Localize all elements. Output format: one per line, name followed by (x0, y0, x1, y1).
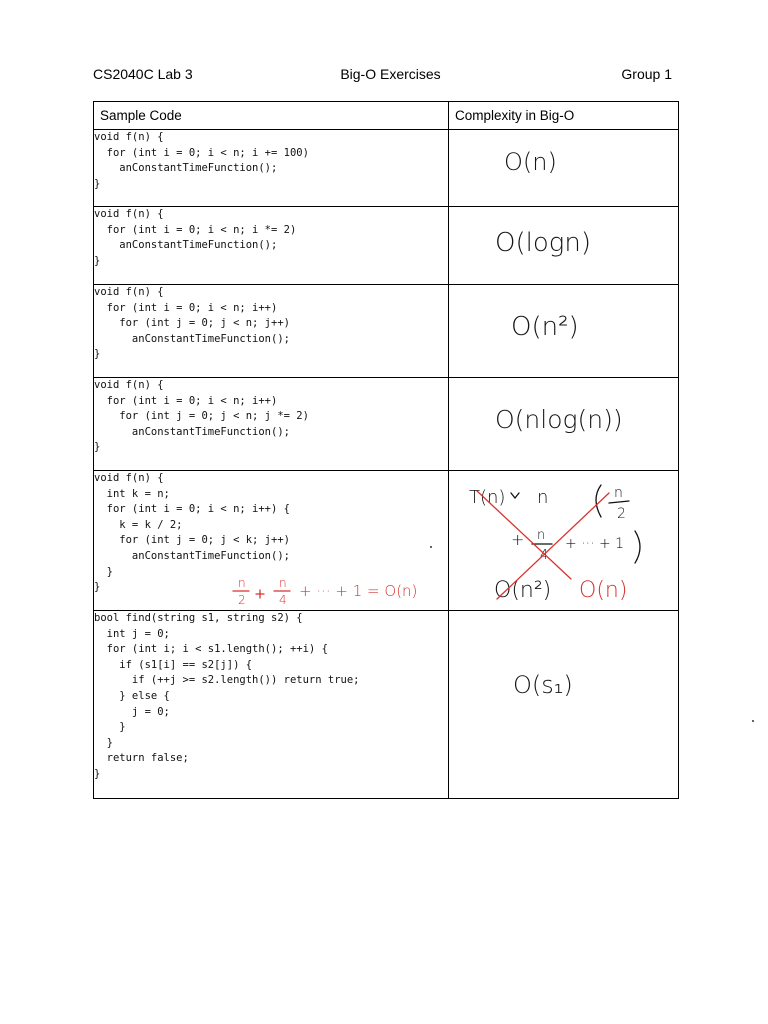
answer-text: O(n) (504, 148, 557, 176)
table-row (94, 378, 679, 471)
answer-text: O(logn) (495, 228, 591, 258)
handwritten-work (449, 471, 679, 611)
code-snippet: void f(n) { for (int i = 0; i < n; i += 100) anConstantTimeFunction(); } (94, 131, 309, 190)
note-d1: 2 (238, 593, 246, 607)
code-cell (94, 471, 449, 611)
code-cell (94, 285, 449, 378)
code-cell (94, 611, 449, 799)
answer-cell (449, 471, 679, 611)
answer-cell (449, 130, 679, 207)
code-snippet: void f(n) { int k = n; for (int i = 0; i < n; i++) { k = k / 2; for (int j = 0; j < k; j++) anConstantTimeFunction(); } } (94, 472, 290, 594)
bracket-right (635, 531, 640, 563)
note-d2: 4 (279, 593, 287, 607)
struck-answer: O(n²) (494, 578, 552, 603)
margin-note (219, 574, 449, 608)
answer-cell (449, 611, 679, 799)
column-header-complexity: Complexity in Big-O (449, 102, 679, 130)
work-plus: + (511, 530, 525, 549)
table-row (94, 130, 679, 207)
note-n1: n (238, 576, 246, 590)
table-header-row (94, 102, 679, 130)
code-snippet: void f(n) { for (int i = 0; i < n; i++) for (int j = 0; j < n; j *= 2) anConstantTimeFunction(); } (94, 379, 309, 454)
code-snippet: void f(n) { for (int i = 0; i < n; i *= 2) anConstantTimeFunction(); } (94, 208, 297, 267)
lab-title: CS2040C Lab 3 (93, 66, 193, 82)
handwritten-answer (449, 378, 679, 471)
note-n2: n (279, 576, 287, 590)
handwritten-answer (449, 207, 679, 285)
exercise-title: Big-O Exercises (340, 66, 441, 82)
code-snippet: bool find(string s1, string s2) { int j = 0; for (int i; i < s1.length(); ++i) { if (s1[i] == s2[j]) { if (++j >= s2.length()) return true; } else { j = 0; } } return false; } (94, 612, 360, 780)
code-cell (94, 207, 449, 285)
answer-cell (449, 378, 679, 471)
table-row (94, 471, 679, 611)
table-row (94, 207, 679, 285)
code-cell (94, 378, 449, 471)
strike-line (477, 491, 571, 579)
answer-text: O(s₁) (513, 671, 573, 699)
note-tail: + ··· + 1 = O(n) (299, 582, 418, 600)
answer-text: O(nlog(n)) (495, 405, 623, 434)
code-snippet: void f(n) { for (int i = 0; i < n; i++) for (int j = 0; j < n; j++) anConstantTimeFunction(); } (94, 286, 290, 361)
work-mid: + ··· + 1 (565, 536, 625, 552)
handwritten-answer (449, 285, 679, 378)
handwritten-answer (449, 611, 679, 799)
handwritten-answer (449, 130, 679, 207)
answer-text: O(n) (579, 578, 628, 603)
answer-cell (449, 285, 679, 378)
code-cell (94, 130, 449, 207)
work-t: T(n) (469, 487, 506, 508)
approx-mark (515, 493, 519, 498)
work-d4: 4 (540, 548, 549, 563)
table-row (94, 611, 679, 799)
table-row (94, 285, 679, 378)
fraction-bar (609, 501, 629, 503)
work-n2: n (614, 485, 623, 501)
answer-text: O(n²) (511, 312, 579, 342)
exercise-table (93, 101, 679, 799)
stray-mark (752, 720, 754, 722)
work-d2: 2 (617, 506, 626, 522)
stray-mark (430, 546, 432, 548)
work-n4: n (537, 528, 546, 543)
work-n1: n (537, 487, 549, 508)
approx-mark (511, 493, 515, 498)
group-label: Group 1 (621, 66, 672, 82)
answer-cell (449, 207, 679, 285)
column-header-sample-code: Sample Code (94, 102, 449, 130)
